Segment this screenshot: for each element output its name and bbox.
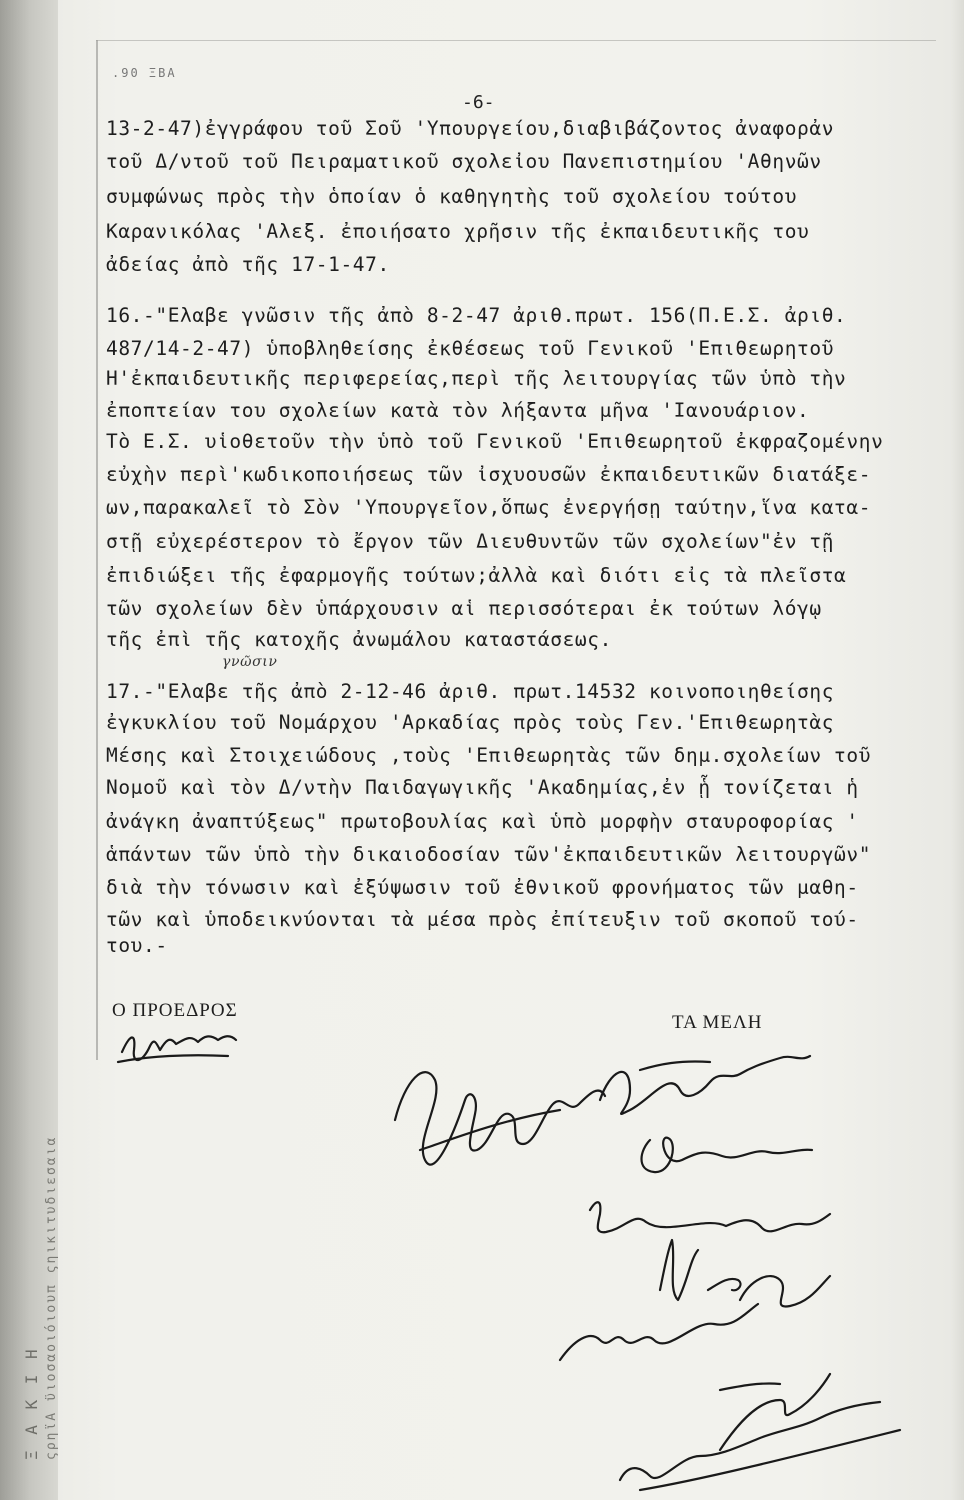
text-line: ἀνάγκη ἀναπτύξεως" πρωτοβουλίας καὶ ὑπὸ μορφὴν σταυροφορίας '	[106, 810, 859, 833]
president-label: Ο ΠΡΟΕΔΡΟΣ	[112, 1000, 238, 1021]
handwritten-insert: γνῶσιν	[222, 654, 278, 670]
text-line: τῶν καὶ ὑποδεικνύονται τὰ μέσα πρὸς ἐπίτευξιν τοῦ σκοποῦ τού-	[106, 908, 859, 931]
text-line: τῶν σχολείων δὲν ὑπάρχουσιν αἱ περισσότεραι ἐκ τούτων λόγῳ	[106, 597, 822, 620]
text-line: τοῦ Δ/ντοῦ τοῦ Πειραματικοῦ σχολεἰου Πανεπιστημίου 'Αθηνῶν	[106, 150, 822, 173]
text-line: Καρανικόλας 'Αλεξ. ἐποιήσατο χρῆσιν τῆς ἐκπαιδευτικῆς του	[106, 220, 810, 243]
signature-member-3	[642, 1138, 813, 1172]
signature-member-6	[740, 1276, 830, 1307]
text-line: Νομοῦ καὶ τὸν Δ/ντὴν Παιδαγωγικῆς 'Ακαδημίας,ἐν ᾗ τονίζεται ἡ	[106, 776, 859, 799]
text-line: 487/14-2-47) ὑποβληθείσης ἐκθέσεως τοῦ Γενικοῦ 'Επιθεωρητοῦ	[106, 337, 835, 360]
text-line: ἐγκυκλίου τοῦ Νομάρχου 'Αρκαδίας πρὸς τοὺς Γεν.'Επιθεωρητὰς	[106, 711, 835, 734]
text-line: τῆς ἐπὶ τῆς κατοχῆς ἀνωμάλου καταστάσεως.	[106, 628, 612, 651]
text-line: 17.-"Ελαβε τῆς ἀπὸ 2-12-46 ἀριθ. πρωτ.14532 κοινοποιηθείσης	[106, 680, 835, 703]
text-line: συμφώνως πρὸς τὴν ὁποίαν ὁ καθηγητὴς τοῦ σχολείου τούτου	[106, 185, 798, 208]
signature-member-7	[560, 1304, 758, 1360]
signature-member-5	[660, 1240, 740, 1300]
text-line: 13-2-47)ἐγγράφου τοῦ Σοῦ 'Υπουργείου,διαβιβάζοντος ἀναφορἀν	[106, 117, 835, 140]
text-line: Μέσης καὶ Στοιχειώδους ,τοὺς 'Επιθεωρητὰς τῶν δημ.σχολείων τοῦ	[106, 744, 872, 767]
text-line: ων,παρακαλεῖ τὸ Σὸν 'Υπουργεῖον,ὅπως ἐνεργήσῃ ταύτην,ἵνα κατα-	[106, 496, 872, 519]
text-line: στῇ εὐχερέστερον τὸ ἔργον τῶν Διευθυντῶν τῶν σχολείων"ἐν τῇ	[106, 530, 835, 553]
signature-member-2	[600, 1056, 810, 1114]
text-line: εὐχὴν περὶ'κωδικοποιήσεως τῶν ἰσχυουσῶν ἐκπαιδευτικῶν διατάξε-	[106, 463, 872, 486]
page-number: -6-	[462, 92, 495, 113]
members-label: ΤΑ ΜΕΛΗ	[672, 1012, 763, 1033]
text-line: ἀδείας ἀπὸ τῆς 17-1-47.	[106, 253, 390, 276]
edge-text-secondary: ςρηϊΑ ϋιοσαοιόιουπ ςηικιτυδιεσαια	[44, 1135, 59, 1460]
text-line: Η'ἐκπαιδευτικῆς περιφερείας,περὶ τῆς λειτουργίας τῶν ὑπὸ τὴν	[106, 367, 847, 390]
text-line: 16.-"Ελαβε γνῶσιν τῆς ἀπὸ 8-2-47 ἀριθ.πρωτ. 156(Π.Ε.Σ. ἀριθ.	[106, 304, 847, 327]
signature-member-8	[720, 1374, 830, 1450]
text-line: ἁπάντων τῶν ὑπὸ τὴν δικαιοδοσίαν τῶν'ἐκπαιδευτικῶν λειτουργῶν"	[106, 843, 872, 866]
text-line: διὰ τὴν τόνωσιν καὶ ἐξύψωσιν τοῦ ἐθνικοῦ φρονήματος τῶν μαθη-	[106, 876, 859, 899]
text-line: του.-	[106, 934, 168, 957]
text-line: ἐποπτείαν του σχολείων κατὰ τὸν λήξαντα μῆνα 'Ιανουάριον.	[106, 399, 810, 422]
corner-mark: .90 ΞΒΑ	[112, 66, 177, 80]
text-line: Τὸ Ε.Σ. υἱοθετοῦν τὴν ὑπὸ τοῦ Γενικοῦ 'Επιθεωρητοῦ ἐκφραζομένην	[106, 430, 884, 453]
text-line: ἐπιδιώξει τῆς ἐφαρμογῆς τούτων;ἀλλὰ καὶ διότι εἰς τὰ πλεῖστα	[106, 564, 847, 587]
signature-member-1	[395, 1072, 605, 1164]
edge-text: Ξ Α Κ Ι Η	[22, 1346, 41, 1460]
signature-member-4	[590, 1202, 830, 1232]
